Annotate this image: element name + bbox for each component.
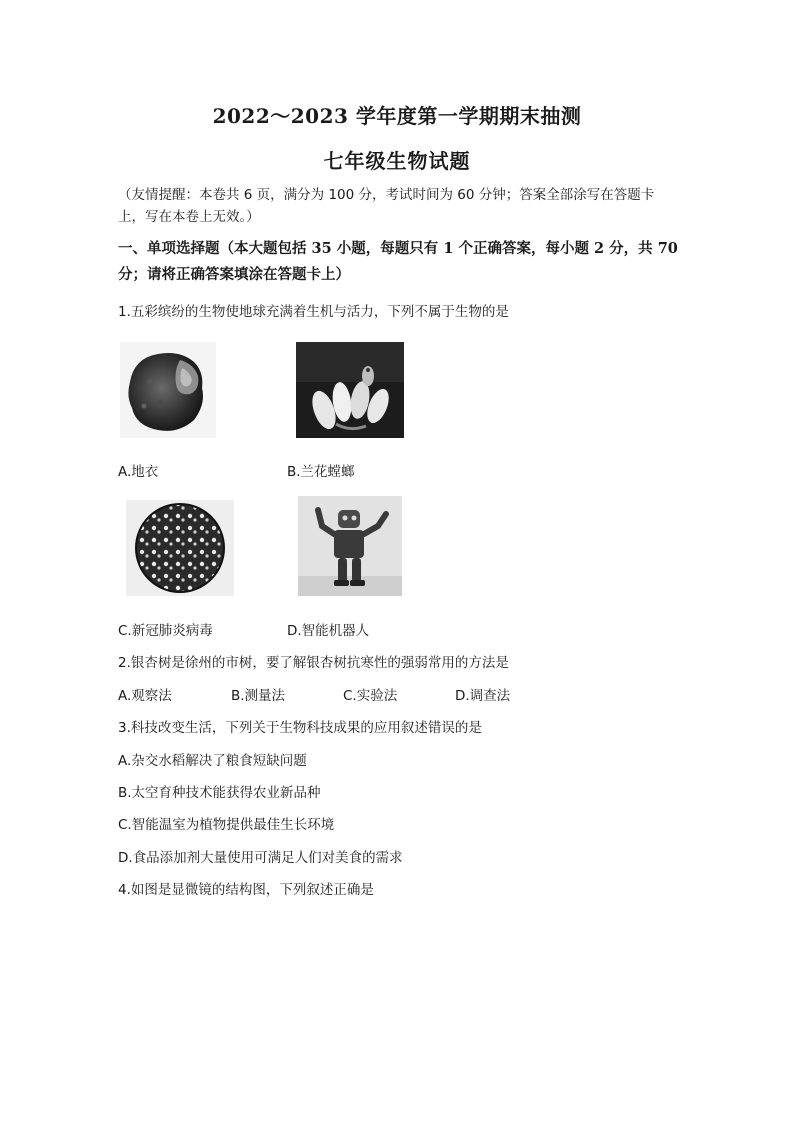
question-1-stem: 1.五彩缤纷的生物使地球充满着生机与活力，下列不属于生物的是	[118, 304, 509, 320]
section-heading: 一、单项选择题（本大题包括 35 小题，每题只有 1 个正确答案，每小题 2 分，共 70 分；请将正确答案填涂在答题卡上）	[118, 240, 678, 283]
lichen-image	[120, 342, 216, 438]
question-1-option-a: A.地衣	[118, 464, 159, 480]
question-2-option-c: C.实验法	[343, 688, 398, 704]
question-2-option-d: D.调查法	[455, 688, 511, 704]
question-3-option-a: A.杂交水稻解决了粮食短缺问题	[118, 753, 307, 769]
question-1-option-d: D.智能机器人	[287, 623, 370, 639]
question-3-option-c: C.智能温室为植物提供最佳生长环境	[118, 817, 335, 833]
exam-notice: （友情提醒：本卷共 6 页，满分为 100 分，考试时间为 60 分钟；答案全部涂写在答题卡上，写在本卷上无效。）	[118, 187, 655, 225]
robot-image	[298, 496, 402, 596]
coronavirus-image	[126, 500, 234, 596]
question-1-option-c: C.新冠肺炎病毒	[118, 623, 213, 639]
question-3-option-b: B.太空育种技术能获得农业新品种	[118, 785, 321, 801]
exam-subtitle: 七年级生物试题	[323, 149, 471, 173]
question-3-stem: 3.科技改变生活，下列关于生物科技成果的应用叙述错误的是	[118, 720, 482, 736]
exam-title: 2022～2023 学年度第一学期期末抽测	[212, 104, 582, 128]
orchid-mantis-image	[296, 342, 404, 438]
question-1-option-b: B.兰花螳螂	[287, 464, 355, 480]
question-2-stem: 2.银杏树是徐州的市树，要了解银杏树抗寒性的强弱常用的方法是	[118, 655, 509, 671]
question-4-stem: 4.如图是显微镜的结构图，下列叙述正确是	[118, 882, 374, 898]
question-2-option-a: A.观察法	[118, 688, 172, 704]
question-2-option-b: B.测量法	[231, 688, 286, 704]
question-3-option-d: D.食品添加剂大量使用可满足人们对美食的需求	[118, 850, 403, 866]
